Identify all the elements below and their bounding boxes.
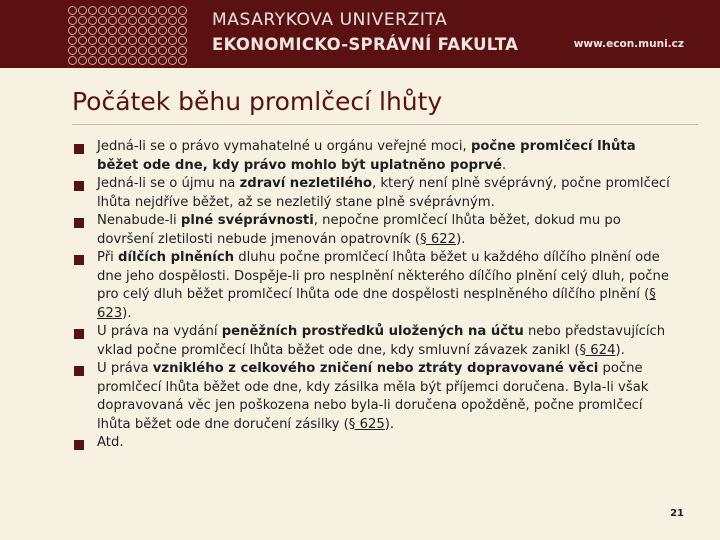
logo-dot [128,6,137,15]
emphasis-text: vzniklého z celkového zničení nebo ztráty dopravované věci [152,361,599,376]
logo-dot [128,26,137,35]
website-url: www.econ.muni.cz [573,38,684,50]
logo-dot [178,6,187,15]
bullet-text-run: , který není plně svéprávný, počne promlčecí lhůta nejdříve běžet, až se nezletilý stane plně svéprávným. [97,176,670,210]
logo-dot [138,6,147,15]
logo-dot [118,6,127,15]
logo-dot [148,26,157,35]
logo-dot [128,36,137,45]
logo-dot [108,56,117,65]
bullet-text-run: Při [97,250,118,265]
logo-dot [108,6,117,15]
section-reference: § 623 [97,287,656,321]
logo-dot [138,16,147,25]
logo-dot [78,56,87,65]
bullet-text-run: nebo představujících vklad počne promlčecí lhůta běžet ode dne, kdy smluvní závazek zanikl ( [97,324,666,358]
emphasis-text: peněžních prostředků uložených na účtu [221,324,524,339]
university-name: MASARYKOVA UNIVERZITA [212,10,448,30]
logo-dot [148,36,157,45]
emphasis-text: zdraví nezletilého [239,176,373,191]
bullet-text-run: počne promlčecí lhůta běžet ode dne, kdy zásilka měla být příjemci doručena. Byla-li však dopravovaná věc jen poškozena nebo byla-li doručena opožděně, počne promlčecí lhůta běžet ode dne doručení zásilky ( [97,361,649,432]
bullet-list [74,138,680,453]
bullet-text-run: Jedná-li se o právo vymahatelné u orgánu veřejné moci, [97,139,471,154]
bullet-text-run: ). [122,305,132,321]
logo-dot [88,26,97,35]
bullet-item [74,212,680,249]
logo-dot [128,56,137,65]
logo-dot [68,26,77,35]
logo-dot [118,56,127,65]
faculty-name: EKONOMICKO-SPRÁVNÍ FAKULTA [212,34,519,54]
logo-dot [68,46,77,55]
logo-dot [168,6,177,15]
emphasis-text: dílčích plněních [118,250,235,265]
logo-dot [168,36,177,45]
logo-dot [178,56,187,65]
bullet-text [97,360,680,434]
logo-dot [118,16,127,25]
logo-dot [128,16,137,25]
section-reference: § 624 [579,342,616,358]
bullet-text [97,249,680,323]
emphasis-text: počne promlčecí lhůta běžet ode dne, kdy právo mohlo být uplatněno poprvé [97,139,636,173]
logo-dot [68,56,77,65]
logo-dot [68,6,77,15]
logo-dot [158,6,167,15]
logo-dot [148,56,157,65]
bullet-text-run: Nenabude-li [97,213,181,228]
header-bar [0,0,720,68]
logo-dot [88,46,97,55]
logo-dot [178,46,187,55]
bullet-text-run: U práva na vydání [97,324,222,339]
bullet-text [97,434,680,453]
logo-dot [178,26,187,35]
logo-dot [138,46,147,55]
emphasis-text: plné svéprávnosti [180,213,314,228]
logo-dot [88,36,97,45]
logo-dot [158,26,167,35]
logo-dot [98,26,107,35]
logo-dot [138,36,147,45]
logo-dot [168,46,177,55]
logo-dot [88,16,97,25]
logo-dot [78,46,87,55]
logo-dot [168,56,177,65]
logo-dot [68,36,77,45]
bullet-text-run: ). [456,231,466,247]
logo-dot [168,26,177,35]
logo-dot [158,46,167,55]
logo-dot [98,36,107,45]
bullet-item [74,434,680,453]
logo-dot [88,56,97,65]
bullet-item [74,360,680,434]
logo-dot [148,16,157,25]
bullet-item [74,175,680,212]
bullet-item [74,138,680,175]
bullet-text-run: , nepočne promlčecí lhůta běžet, dokud mu po dovršení zletilosti nebude jmenován opatrovník ( [97,213,621,247]
logo-dot [68,16,77,25]
logo-dot [178,16,187,25]
bullet-text [97,175,680,212]
bullet-text-run: . [502,157,507,173]
logo-dot [98,6,107,15]
logo-dot [78,16,87,25]
section-reference: § 622 [420,231,457,247]
logo-dot [78,26,87,35]
logo-dot [148,6,157,15]
logo-dot [98,16,107,25]
logo-dot [128,46,137,55]
title-divider [72,124,698,125]
logo-dot [158,16,167,25]
logo-dot [98,46,107,55]
bullet-text-run: ). [615,342,625,358]
school-name [212,12,518,53]
bullet-text-run: Atd. [97,435,124,450]
slide-title: Počátek běhu promlčecí lhůty [72,87,443,116]
bullet-text-run: Jedná-li se o újmu na [97,176,240,191]
logo-dot [118,36,127,45]
logo-dot [78,36,87,45]
logo-dot [178,36,187,45]
logo-dot [148,46,157,55]
logo-dot [118,26,127,35]
logo-dot [108,16,117,25]
logo-dot [108,26,117,35]
bullet-text [97,323,680,360]
logo-dot [138,56,147,65]
logo-dot [138,26,147,35]
logo-dot [108,36,117,45]
logo-dot [98,56,107,65]
logo-dot [88,6,97,15]
logo-dot [158,36,167,45]
section-reference: § 625 [348,416,385,432]
bullet-text-run: U práva [97,361,153,376]
bullet-text-run: ). [384,416,395,432]
page-number: 21 [670,508,684,519]
logo-dot [108,46,117,55]
bullet-text-run: dluhu počne promlčecí lhůta běžet u každého dílčího plnění ode dne jeho dospělosti. Dospěje-li pro nesplnění některého dílčího plnění celý dluh, počne pro celý dluh běžet promlčecí lhůta ode dne dospělosti nesplněného dílčího plnění ( [97,250,670,302]
logo-dot [78,6,87,15]
logo-dot [168,16,177,25]
bullet-text [97,212,680,249]
bullet-item [74,323,680,360]
bullet-item [74,249,680,323]
logo-dot [158,56,167,65]
bullet-text [97,138,680,175]
logo-dot [118,46,127,55]
